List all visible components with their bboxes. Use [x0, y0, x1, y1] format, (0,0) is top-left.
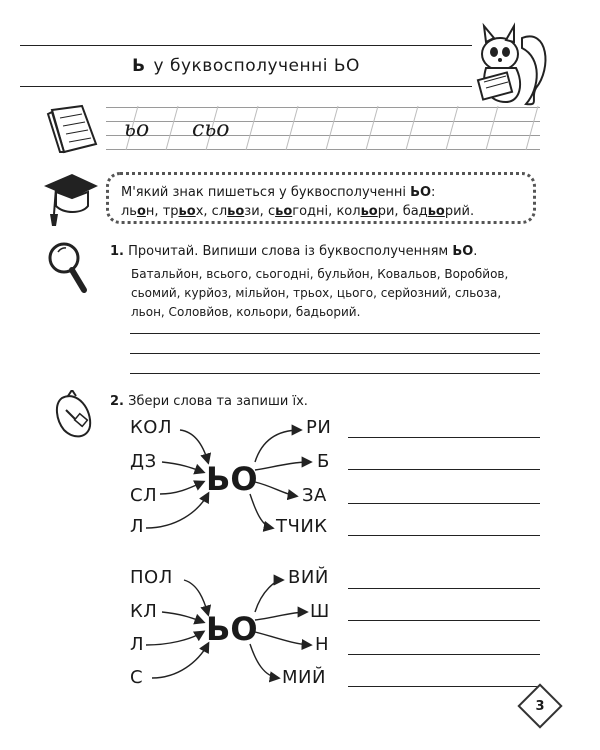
example-underlined: о [136, 204, 146, 219]
answer-line[interactable] [348, 620, 540, 621]
word-list-line: сьомий, курйоз, мільйон, трьох, цього, серйозний, сльоза, [131, 286, 502, 300]
rule-example: сльози, [211, 204, 264, 219]
answer-line[interactable] [348, 469, 540, 470]
rule-combo: ЬО [410, 185, 432, 200]
syllable-right: Ш [310, 601, 330, 622]
exercise-1-combo: ЬО [452, 244, 474, 259]
example-underlined: ьо [275, 204, 293, 219]
answer-line[interactable] [348, 654, 540, 655]
syllable-right: ВИЙ [288, 567, 329, 588]
syllable-left: ДЗ [130, 451, 157, 472]
syllable-left: С [130, 667, 144, 688]
rule-example: сьогодні, [267, 204, 333, 219]
answer-line[interactable] [348, 535, 540, 536]
page-number: 3 [535, 698, 545, 714]
answer-line[interactable] [348, 503, 540, 504]
syllable-left: Л [130, 516, 145, 537]
example-underlined: ьо [227, 204, 245, 219]
rule-example: бадьорий. [402, 204, 475, 219]
example-part: тр [162, 204, 179, 219]
rule-text: М'який знак пишеться у буквосполученні [121, 185, 411, 200]
example-underlined: ьо [427, 204, 445, 219]
answer-line[interactable] [348, 686, 540, 687]
syllable-right: МИЙ [282, 667, 326, 688]
title-soft-sign: Ь [132, 56, 146, 76]
exercise-1-number: 1. [110, 244, 124, 259]
exercise-2-number: 2. [110, 394, 124, 409]
example-part: н [145, 204, 155, 219]
exercise-1-dot: . [473, 244, 478, 259]
rule-example: льон, [121, 204, 159, 219]
answer-line[interactable] [348, 437, 540, 438]
syllable-left: КЛ [130, 601, 158, 622]
cursive-sample-2: сьо [192, 117, 230, 142]
center-combo: ЬО [206, 460, 258, 498]
example-part: с [267, 204, 276, 219]
rule-colon: : [431, 185, 436, 200]
example-underlined: ьо [178, 204, 196, 219]
rule-example: трьох, [162, 204, 208, 219]
exercise-2-instruction: Збери слова та запиши їх. [128, 394, 308, 409]
word-list-line: льон, Соловйов, кольори, бадьорий. [131, 305, 361, 319]
example-part: бад [402, 204, 428, 219]
example-part: ри [377, 204, 395, 219]
syllable-left: КОЛ [130, 417, 172, 438]
answer-line[interactable] [348, 588, 540, 589]
center-combo: ЬО [206, 610, 258, 648]
syllable-right: Н [315, 634, 330, 655]
example-part: зи [244, 204, 260, 219]
example-part: х [195, 204, 204, 219]
syllable-left: ПОЛ [130, 567, 173, 588]
exercise-1-instruction: Прочитай. Випиши слова із буквосполученням [128, 244, 453, 259]
example-part: сл [211, 204, 228, 219]
example-part: ль [121, 204, 137, 219]
cursive-sample-1: ьо [124, 117, 150, 142]
example-part: годні [292, 204, 329, 219]
syllable-right: РИ [306, 417, 332, 438]
syllable-right: ЗА [302, 485, 327, 506]
word-list-line: Батальйон, всього, сьогодні, бульйон, Ковальов, Воробйов, [131, 267, 509, 281]
example-part: кол [336, 204, 361, 219]
syllable-right: Б [317, 451, 330, 472]
example-part: рий [444, 204, 470, 219]
example-underlined: ьо [360, 204, 378, 219]
title-text: у буквосполученні ЬО [153, 56, 360, 76]
rule-example: кольори, [336, 204, 399, 219]
syllable-left: СЛ [130, 485, 158, 506]
syllable-left: Л [130, 634, 145, 655]
syllable-right: ТЧИК [276, 516, 328, 537]
